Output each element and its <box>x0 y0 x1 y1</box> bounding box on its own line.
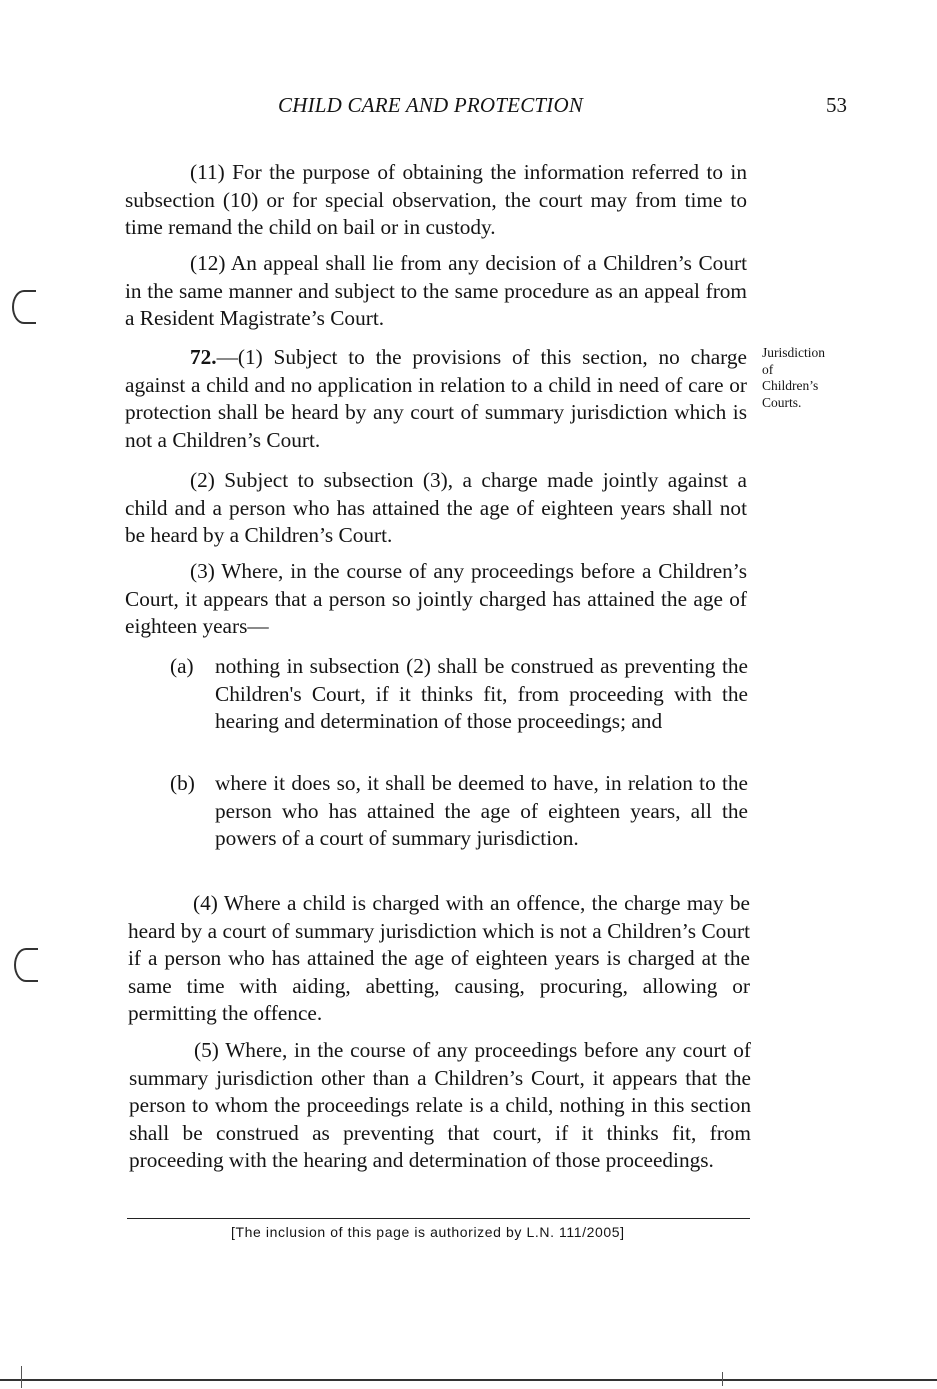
paragraph-72-4: (4) Where a child is charged with an offence, the charge may be heard by a court of summary jurisdiction which is not a Children’s Court if a person who has attained the age of eighteen years is charged at the same time with aiding, abetting, causing, procuring, allowing or permitting the offence. <box>128 891 750 1026</box>
subsection-12 <box>125 250 747 333</box>
paragraph-72-1 <box>125 344 747 454</box>
section-number: 72. <box>190 345 217 369</box>
marginal-note-line: Courts. <box>762 394 802 410</box>
item-a <box>170 653 748 736</box>
scan-edge-tick <box>21 1366 22 1388</box>
punch-hole-mark <box>12 290 36 324</box>
paragraph-72-3: (3) Where, in the course of any proceedings before a Children’s Court, it appears that a person so jointly charged has attained the age of eighteen years— <box>125 559 747 639</box>
running-header <box>0 93 937 123</box>
marginal-note-line: Children’s <box>762 378 819 393</box>
marginal-note-line: of <box>762 361 774 377</box>
subsection-11 <box>125 159 747 242</box>
item-a-text: nothing in subsection (2) shall be construed as preventing the Children's Court, if it thinks fit, from proceeding with the hearing and determination of those proceedings; and <box>215 654 748 734</box>
paragraph-11: (11) For the purpose of obtaining the information referred to in subsection (10) or for special observation, the court may from time to time remand the child on bail or in custody. <box>125 160 747 240</box>
punch-hole-mark <box>14 948 38 982</box>
scan-edge-tick <box>722 1372 723 1386</box>
scan-edge-line <box>0 1379 937 1381</box>
marginal-note-line: Jurisdiction <box>762 345 825 360</box>
section-72-5 <box>129 1037 751 1175</box>
footer-note: [The inclusion of this page is authorized by L.N. 111/2005] <box>231 1224 625 1240</box>
section-72-1 <box>125 344 747 454</box>
section-72-2 <box>125 467 747 550</box>
item-a-label: (a) <box>170 654 194 678</box>
item-b-text: where it does so, it shall be deemed to have, in relation to the person who has attained the age of eighteen years, all the powers of a court of summary jurisdiction. <box>215 771 748 851</box>
paragraph-72-1-text: —(1) Subject to the provisions of this section, no charge against a child and no application in relation to a child in need of care or protection shall be heard by any court of summary jurisdiction which is not a Children’s Court. <box>125 345 747 452</box>
section-72-3 <box>125 558 747 641</box>
paragraph-12: (12) An appeal shall lie from any decision of a Children’s Court in the same manner and subject to the same procedure as an appeal from a Resident Magistrate’s Court. <box>125 251 747 331</box>
footer-rule <box>127 1218 750 1219</box>
paragraph-72-5: (5) Where, in the course of any proceedings before any court of summary jurisdiction other than a Children’s Court, it appears that the person to whom the proceedings relate is a child, nothing in this section shall be construed as preventing that court, if it thinks fit, from proceeding with the hearing and determination of those proceedings. <box>129 1038 751 1173</box>
marginal-note <box>762 345 852 411</box>
section-72-4 <box>128 890 750 1028</box>
running-title: CHILD CARE AND PROTECTION <box>278 93 584 117</box>
page-number: 53 <box>826 93 847 117</box>
item-b <box>170 770 748 853</box>
paragraph-72-2: (2) Subject to subsection (3), a charge made jointly against a child and a person who has attained the age of eighteen years shall not be heard by a Children’s Court. <box>125 468 747 548</box>
item-b-label: (b) <box>170 771 195 795</box>
